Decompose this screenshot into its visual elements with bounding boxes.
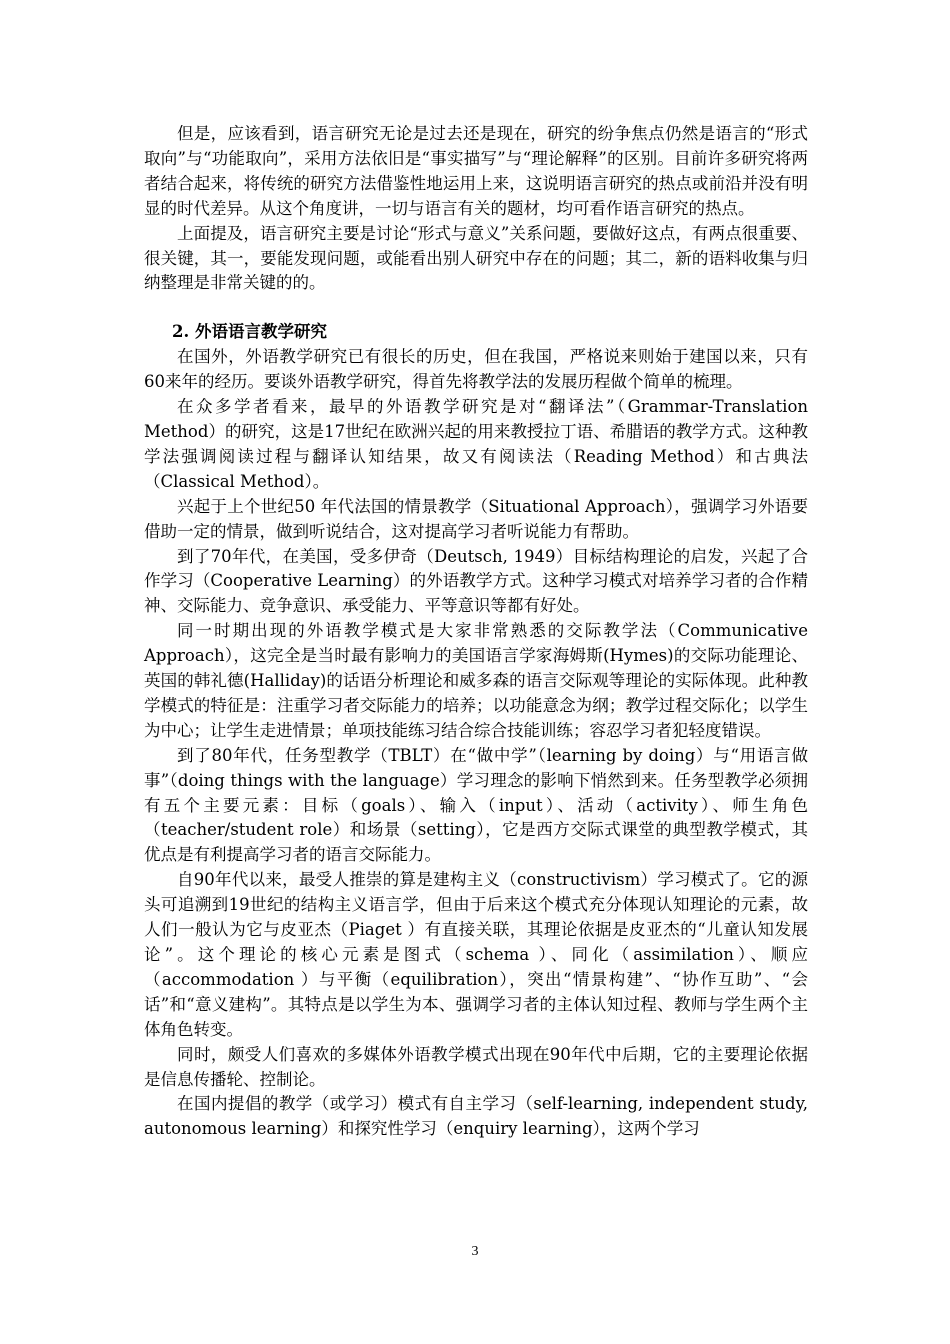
paragraph-grammar-translation: 在众多学者看来，最早的外语教学研究是对“翻译法”（Grammar-Translation Method）的研究，这是17世纪在欧洲兴起的用来教授拉丁语、希腊语的教学方式。这种教学法强调阅读过程与翻译认知结果，故又有阅读法（Reading Method）和古典法（Classical Method）。: [144, 397, 808, 491]
body-text: [144, 122, 808, 1142]
paragraph-language-research-focus: 但是，应该看到，语言研究无论是过去还是现在，研究的纷争焦点仍然是语言的“形式取向”与“功能取向”，采用方法依旧是“事实描写”与“理论解释”的区别。目前许多研究将两者结合起来，将传统的研究方法借鉴性地运用上来，这说明语言研究的热点或前沿并没有明显的时代差异。从这个角度讲，一切与语言有关的题材，均可看作语言研究的热点。: [144, 124, 808, 218]
paragraph-domestic-models: 在国内提倡的教学（或学习）模式有自主学习（self-learning, independent study, autonomous learning）和探究性学习（enquiry learning），这两个学习: [144, 1094, 808, 1139]
paragraph-multimedia: 同时，颇受人们喜欢的多媒体外语教学模式出现在90年代中后期，它的主要理论依据是信息传播轮、控制论。: [144, 1044, 808, 1089]
paragraph-cooperative-learning: 到了70年代，在美国，受多伊奇（Deutsch, 1949）目标结构理论的启发，兴起了合作学习（Cooperative Learning）的外语教学方式。这种学习模式对培养学习者的合作精神、交际能力、竞争意识、承受能力、平等意识等都有好处。: [144, 546, 808, 616]
paragraph-constructivism: 自90年代以来，最受人推崇的算是建构主义（constructivism）学习模式了。它的源头可追溯到19世纪的结构主义语言学，但由于后来这个模式充分体现认知理论的元素，故人们一般认为它与皮亚杰（Piaget ）有直接关联，其理论依据是皮亚杰的“儿童认知发展论”。这个理论的核心元素是图式（schema ）、同化（assimilation）、顺应（accommodation ）与平衡（equilibration），突出“情景构建”、“协作互助”、“会话”和“意义建构”。其特点是以学生为本、强调学习者的主体认知过程、教师与学生两个主体角色转变。: [144, 870, 808, 1039]
page-number: 3: [471, 1244, 479, 1259]
paragraph-history-intro: 在国外，外语教学研究已有很长的历史，但在我国，严格说来则始于建国以来，只有60来年的经历。要谈外语教学研究，得首先将教学法的发展历程做个简单的梳理。: [144, 347, 808, 392]
paragraph-tblt: 到了80年代，任务型教学（TBLT）在“做中学”（learning by doing）与“用语言做事”（doing things with the language）学习理念的影响下悄然到来。任务型教学必须拥有五个主要元素：目标（goals）、输入（input）、活动（activity）、师生角色（teacher/student role）和场景（setting），它是西方交际式课堂的典型教学模式，其优点是有利提高学习者的语言交际能力。: [144, 745, 808, 865]
section-heading: 2. 外语语言教学研究: [172, 322, 327, 342]
paragraph-situational-approach: 兴起于上个世纪50 年代法国的情景教学（Situational Approach），强调学习外语要借助一定的情景，做到听说结合，这对提高学习者听说能力有帮助。: [144, 496, 808, 541]
paragraph-communicative-approach: 同一时期出现的外语教学模式是大家非常熟悉的交际教学法（Communicative Approach），这完全是当时最有影响力的美国语言学家海姆斯(Hymes)的交际功能理论、英国的韩礼德(Halliday)的话语分析理论和威多森的语言交际观等理论的实际体现。此种教学模式的特征是：注重学习者交际能力的培养；以功能意念为纲；教学过程交际化；以学生为中心；让学生走进情景；单项技能练习结合综合技能训练；容忍学习者犯轻度错误。: [144, 621, 808, 740]
paragraph-form-meaning: 上面提及，语言研究主要是讨论“形式与意义”关系问题，要做好这点，有两点很重要、很关键，其一，要能发现问题，或能看出别人研究中存在的问题；其二，新的语料收集与归纳整理是非常关键的的。: [144, 223, 808, 293]
